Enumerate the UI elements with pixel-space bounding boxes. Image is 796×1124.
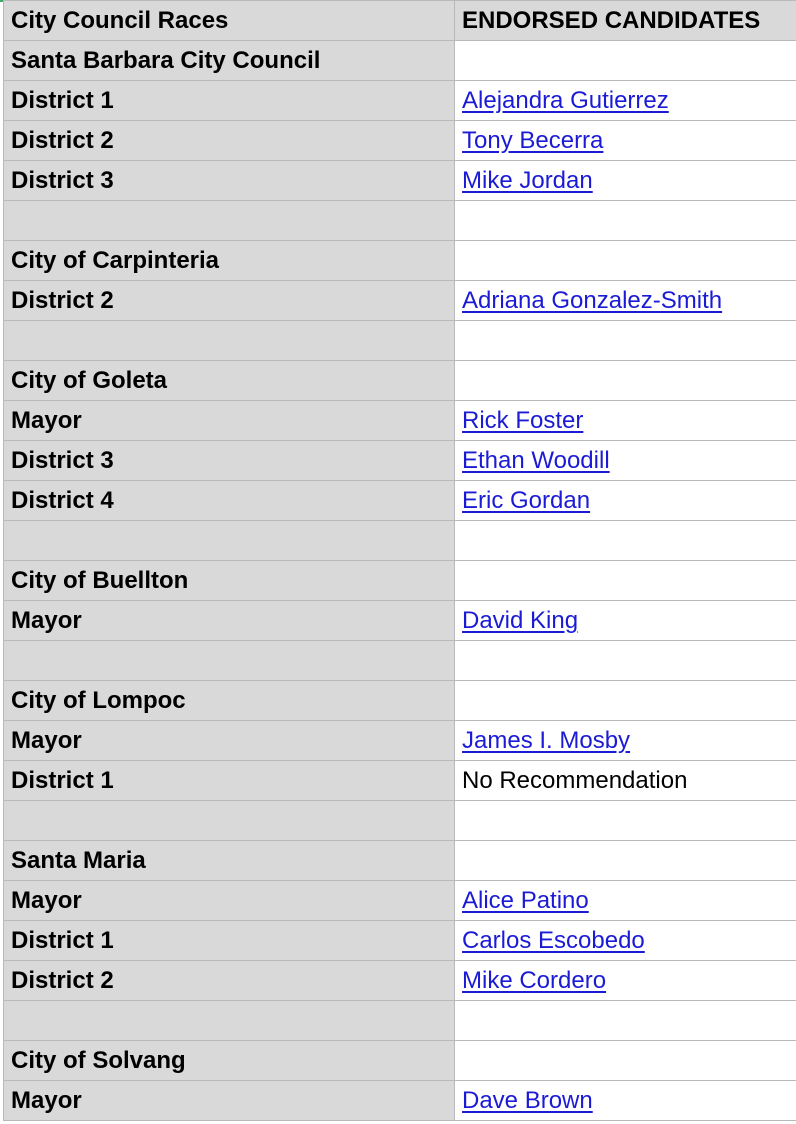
candidate-cell[interactable]	[455, 121, 796, 161]
header-endorsed-candidates[interactable]: ENDORSED CANDIDATES	[455, 1, 796, 41]
table-row	[4, 641, 796, 681]
candidate-link[interactable]: Rick Foster	[462, 407, 584, 434]
candidate-link[interactable]: Tony Becerra	[462, 127, 604, 154]
table-row	[4, 721, 796, 761]
table-row	[4, 761, 796, 801]
table-row	[4, 961, 796, 1001]
race-cell[interactable]	[4, 1001, 455, 1041]
candidate-cell[interactable]	[455, 1001, 796, 1041]
race-cell[interactable]: District 4	[4, 481, 455, 521]
candidate-cell[interactable]	[455, 881, 796, 921]
race-cell[interactable]: District 1	[4, 921, 455, 961]
candidate-link[interactable]: Alejandra Gutierrez	[462, 87, 669, 114]
table-row	[4, 921, 796, 961]
candidate-cell[interactable]	[455, 201, 796, 241]
table-row	[4, 1041, 796, 1081]
candidate-cell[interactable]	[455, 681, 796, 721]
header-races[interactable]: City Council Races	[4, 1, 455, 41]
candidate-cell[interactable]	[455, 361, 796, 401]
table-body	[4, 1, 796, 1121]
candidate-cell[interactable]	[455, 521, 796, 561]
race-cell[interactable]	[4, 321, 455, 361]
candidate-cell[interactable]	[455, 241, 796, 281]
endorsement-table	[3, 0, 796, 1121]
race-cell[interactable]: Mayor	[4, 401, 455, 441]
table-row	[4, 481, 796, 521]
table-row	[4, 321, 796, 361]
candidate-link[interactable]: David King	[462, 607, 579, 634]
candidate-cell[interactable]	[455, 161, 796, 201]
header-row	[4, 1, 796, 41]
candidate-link[interactable]: Carlos Escobedo	[462, 927, 645, 954]
candidate-cell[interactable]	[455, 321, 796, 361]
table-row	[4, 201, 796, 241]
candidate-cell[interactable]	[455, 81, 796, 121]
table-row	[4, 601, 796, 641]
table-row	[4, 521, 796, 561]
race-cell[interactable]: City of Goleta	[4, 361, 455, 401]
race-cell[interactable]: District 2	[4, 281, 455, 321]
table-row	[4, 1001, 796, 1041]
race-cell[interactable]: District 3	[4, 161, 455, 201]
race-cell[interactable]: City of Lompoc	[4, 681, 455, 721]
candidate-link[interactable]: Mike Jordan	[462, 167, 593, 194]
candidate-cell[interactable]: No Recommendation	[455, 761, 796, 801]
race-cell[interactable]: City of Solvang	[4, 1041, 455, 1081]
table-row	[4, 81, 796, 121]
candidate-link[interactable]: Eric Gordan	[462, 487, 591, 514]
table-row	[4, 681, 796, 721]
table-row	[4, 281, 796, 321]
race-cell[interactable]: District 1	[4, 761, 455, 801]
race-cell[interactable]: Santa Maria	[4, 841, 455, 881]
race-cell[interactable]: District 2	[4, 961, 455, 1001]
candidate-cell[interactable]	[455, 41, 796, 81]
table-row	[4, 401, 796, 441]
table-row	[4, 801, 796, 841]
table-row	[4, 361, 796, 401]
candidate-cell[interactable]	[455, 481, 796, 521]
race-cell[interactable]: District 3	[4, 441, 455, 481]
race-cell[interactable]: Mayor	[4, 601, 455, 641]
candidate-link[interactable]: Dave Brown	[462, 1087, 593, 1114]
table-row	[4, 841, 796, 881]
candidate-link[interactable]: James I. Mosby	[462, 727, 631, 754]
candidate-cell[interactable]	[455, 921, 796, 961]
race-cell[interactable]: District 2	[4, 121, 455, 161]
candidate-cell[interactable]	[455, 1081, 796, 1121]
candidate-cell[interactable]	[455, 801, 796, 841]
candidate-link[interactable]: Ethan Woodill	[462, 447, 610, 474]
candidate-cell[interactable]	[455, 841, 796, 881]
table-row	[4, 881, 796, 921]
race-cell[interactable]: District 1	[4, 81, 455, 121]
race-cell[interactable]: Mayor	[4, 881, 455, 921]
table-row	[4, 241, 796, 281]
race-cell[interactable]	[4, 801, 455, 841]
race-cell[interactable]	[4, 641, 455, 681]
candidate-link[interactable]: Adriana Gonzalez-Smith	[462, 287, 723, 314]
table-row	[4, 121, 796, 161]
candidate-cell[interactable]	[455, 961, 796, 1001]
table-row	[4, 41, 796, 81]
candidate-cell[interactable]	[455, 281, 796, 321]
table-row	[4, 561, 796, 601]
candidate-cell[interactable]	[455, 1041, 796, 1081]
candidate-cell[interactable]	[455, 441, 796, 481]
race-cell[interactable]: City of Buellton	[4, 561, 455, 601]
table-row	[4, 161, 796, 201]
table-row	[4, 1081, 796, 1121]
candidate-cell[interactable]	[455, 641, 796, 681]
candidate-cell[interactable]	[455, 561, 796, 601]
candidate-link[interactable]: Alice Patino	[462, 887, 589, 914]
candidate-cell[interactable]	[455, 721, 796, 761]
candidate-cell[interactable]	[455, 401, 796, 441]
race-cell[interactable]	[4, 521, 455, 561]
candidate-cell[interactable]	[455, 601, 796, 641]
candidate-link[interactable]: Mike Cordero	[462, 967, 607, 994]
race-cell[interactable]: Santa Barbara City Council	[4, 41, 455, 81]
race-cell[interactable]	[4, 201, 455, 241]
race-cell[interactable]: Mayor	[4, 721, 455, 761]
table-row	[4, 441, 796, 481]
race-cell[interactable]: Mayor	[4, 1081, 455, 1121]
race-cell[interactable]: City of Carpinteria	[4, 241, 455, 281]
